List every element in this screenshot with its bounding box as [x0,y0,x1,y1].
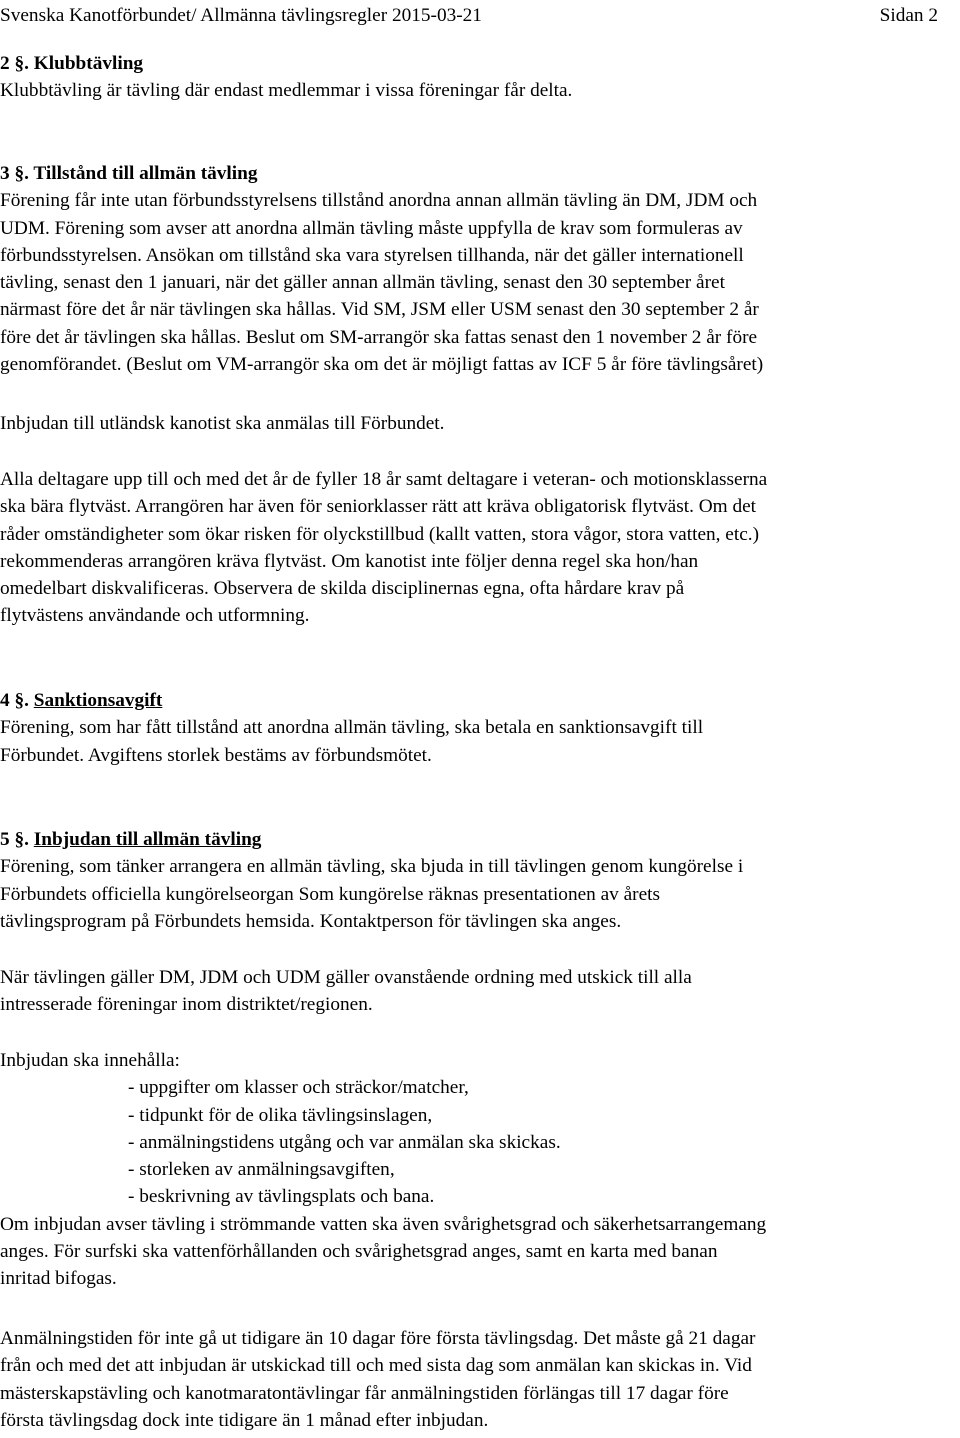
text-line: mästerskapstävling och kanotmaratontävlingar får anmälningstiden förlängas till 17 dagar före [0,1382,729,1404]
text-line: ska bära flytväst. Arrangören har även för seniorklasser rätt att kräva obligatorisk flytväst. Om det [0,496,757,518]
text-line: När tävlingen gäller DM, JDM och UDM gäller ovanstående ordning med utskick till alla [0,967,692,988]
page-header [0,2,938,29]
text-line: Förening, som tänker arrangera en allmän tävling, ska bjuda in till tävlingen genom kungörelse i [0,856,744,878]
text-line: Anmälningstiden för inte gå ut tidigare än 10 dagar före första tävlingsdag. Det måste gå 21 dagar [0,1328,756,1349]
text-line: tävling, senast den 1 januari, när det gäller annan allmän tävling, senast den 30 september året [0,272,725,294]
text-line: rekommenderas arrangören kräva flytväst. Om kanotist inte följer denna regel ska hon/han [0,550,699,572]
text-line: förbundsstyrelsen. Ansökan om tillstånd ska vara styrelsen tillhanda, när det gäller internationell [0,244,744,266]
header-page-number: Sidan 2 [879,5,938,26]
list-item: - anmälningstidens utgång och var anmälan ska skickas. [128,1131,561,1153]
list-intro: Inbjudan ska innehålla: [0,1050,180,1071]
section-3-symbol: §. [14,163,34,184]
section-3-number: 3 [0,163,10,184]
list-item: - storleken av anmälningsavgiften, [128,1159,395,1181]
section-3-paragraph-3 [0,466,958,630]
section-5-symbol: §. [14,829,34,850]
section-4-title: Sanktionsavgift [33,690,163,711]
text-line: tävlingsprogram på Förbundets hemsida. Kontaktperson för tävlingen ska anges. [0,910,622,932]
section-5-paragraph-4 [0,1325,958,1434]
section-3-paragraph-2 [0,410,958,437]
section-5-heading [0,826,958,853]
section-2-number: 2 [0,53,10,74]
section-5-paragraph-2 [0,964,958,1019]
section-2-title: Klubbtävling [33,53,144,74]
section-3-heading [0,160,958,187]
section-2-heading [0,50,958,77]
section-3 [0,160,958,378]
text-line: från och med det att inbjudan är utskickad till och med sista dag som anmälan kan skickas in. Vid [0,1355,752,1377]
section-3-title: Tillstånd till allmän tävling [33,163,258,184]
text-line: närmast före det år när tävlingen ska hållas. Vid SM, JSM eller USM senast den 30 september 2 år [0,299,759,321]
section-4-heading [0,687,958,714]
text-line: flytvästens användande och utformning. [0,605,310,627]
text-line: Alla deltagare upp till och med det år de fyller 18 år samt deltagare i veteran- och motionsklasserna [0,469,768,490]
text-line: intresserade föreningar inom distriktet/regionen. [0,994,373,1016]
text-line: genomförandet. (Beslut om VM-arrangör ska om det är möjligt fattas av ICF 5 år före tävlingsåret) [0,354,764,376]
section-5 [0,826,958,935]
text-line: Förening, som har fått tillstånd att anordna allmän tävling, ska betala en sanktionsavgift till [0,717,704,739]
section-2-symbol: §. [14,53,34,74]
text-line: före det år tävlingen ska hållas. Beslut om SM-arrangör ska fattas senast den 1 november 2 år före [0,326,758,348]
section-3-paragraph-1 [0,187,958,378]
section-2-body: Klubbtävling är tävling där endast medlemmar i vissa föreningar får delta. [0,80,573,102]
section-4-number: 4 [0,690,10,711]
text-line: första tävlingsdag dock inte tidigare än 1 månad efter inbjudan. [0,1409,489,1431]
list-item: - beskrivning av tävlingsplats och bana. [128,1186,435,1208]
text-line: inritad bifogas. [0,1268,117,1290]
text-line: råder omständigheter som ökar risken för olyckstillbud (kallt vatten, stora vågor, stora vatten, etc.) [0,523,760,545]
section-2 [0,50,958,105]
list-item: - uppgifter om klasser och sträckor/matcher, [128,1077,469,1099]
section-4 [0,687,958,769]
section-5-list-block [0,1047,958,1293]
text-line: Inbjudan till utländsk kanotist ska anmälas till Förbundet. [0,413,445,434]
text-line: Om inbjudan avser tävling i strömmande vatten ska även svårighetsgrad och säkerhetsarrangemang [0,1213,767,1235]
text-line: Förbundets officiella kungörelseorgan Som kungörelse räknas presentationen av årets [0,883,661,905]
text-line: Förbundet. Avgiftens storlek bestäms av förbundsmötet. [0,744,432,766]
header-document-title: Svenska Kanotförbundet/ Allmänna tävlingsregler 2015-03-21 [0,5,482,26]
text-line: omedelbart diskvalificeras. Observera de skilda disciplinernas egna, ofta hårdare krav på [0,578,685,600]
text-line: UDM. Förening som avser att anordna allmän tävling måste uppfylla de krav som formuleras av [0,217,743,239]
list-item: - tidpunkt för de olika tävlingsinslagen, [128,1104,433,1126]
section-5-title: Inbjudan till allmän tävling [33,829,262,850]
section-5-number: 5 [0,829,10,850]
text-line: anges. För surfski ska vattenförhållanden och svårighetsgrad anges, samt en karta med banan [0,1241,718,1263]
section-4-symbol: §. [14,690,34,711]
text-line: Förening får inte utan förbundsstyrelsens tillstånd anordna annan allmän tävling än DM, JDM och [0,190,758,212]
